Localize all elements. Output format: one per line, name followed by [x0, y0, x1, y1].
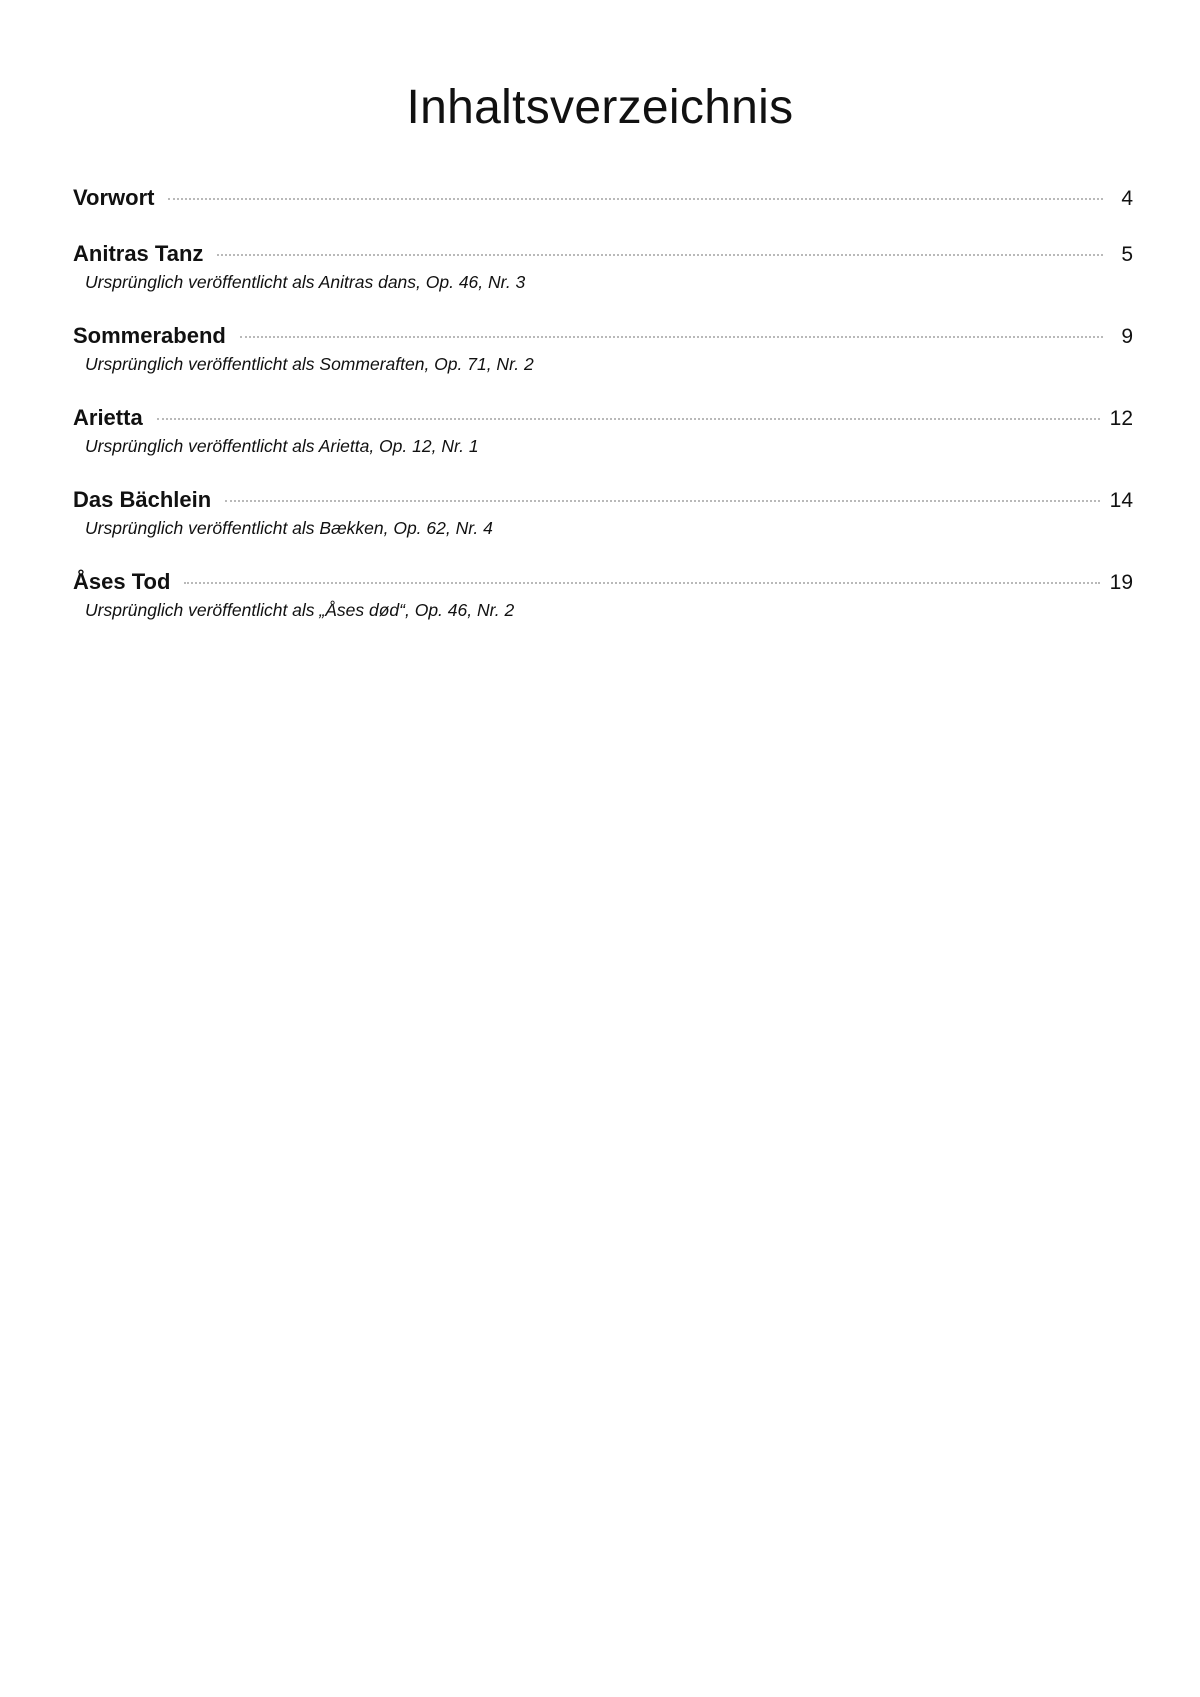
toc-heading: Das Bächlein [73, 487, 212, 512]
toc-line [73, 239, 1133, 269]
toc-entry-anitras-tanz[interactable] [73, 239, 1133, 295]
toc-line [73, 567, 1133, 597]
toc-heading: Arietta [73, 405, 143, 430]
toc-entry-arietta[interactable] [73, 403, 1133, 459]
toc-page-number: 19 [1109, 571, 1133, 594]
dot-leader [225, 500, 1099, 502]
toc-entry-das-baechlein[interactable] [73, 485, 1133, 541]
toc-page-number: 9 [1121, 325, 1133, 348]
toc-heading: Sommerabend [73, 323, 226, 348]
toc-line [73, 403, 1133, 433]
toc-page-number: 5 [1121, 243, 1133, 266]
toc-heading: Anitras Tanz [73, 241, 204, 266]
toc-line [73, 321, 1133, 351]
toc-line [73, 485, 1133, 515]
toc-subtitle: Ursprünglich veröffentlicht als Sommeraften, Op. 71, Nr. 2 [85, 354, 534, 374]
toc-page-number: 12 [1109, 407, 1133, 430]
toc-entry-sommerabend[interactable] [73, 321, 1133, 377]
toc-subtitle: Ursprünglich veröffentlicht als Bække﻿n, Op. 62, Nr. 4 [85, 518, 493, 538]
toc-page-number: 14 [1109, 489, 1133, 512]
dot-leader [157, 418, 1100, 420]
toc-entry-vorwort[interactable] [73, 183, 1133, 213]
toc-heading: Vorwort [73, 185, 155, 210]
toc-entry-ases-tod[interactable] [73, 567, 1133, 623]
dot-leader [168, 198, 1103, 200]
dot-leader [240, 336, 1103, 338]
toc-heading: Åses Tod [73, 569, 171, 594]
toc-page-number: 4 [1121, 187, 1133, 210]
dot-leader [217, 254, 1103, 256]
page-title: Inhaltsverzeichnis [406, 81, 794, 134]
toc-subtitle: Ursprünglich veröffentlicht als Arietta, Op. 12, Nr. 1 [85, 436, 479, 456]
toc-line [73, 183, 1133, 213]
toc-subtitle: Ursprünglich veröffentlicht als „Åses død“, Op. 46, Nr. 2 [85, 600, 515, 620]
table-of-contents [73, 183, 1133, 649]
dot-leader [184, 582, 1099, 584]
toc-subtitle: Ursprünglich veröffentlicht als Anitras dans, Op. 46, Nr. 3 [85, 272, 526, 292]
